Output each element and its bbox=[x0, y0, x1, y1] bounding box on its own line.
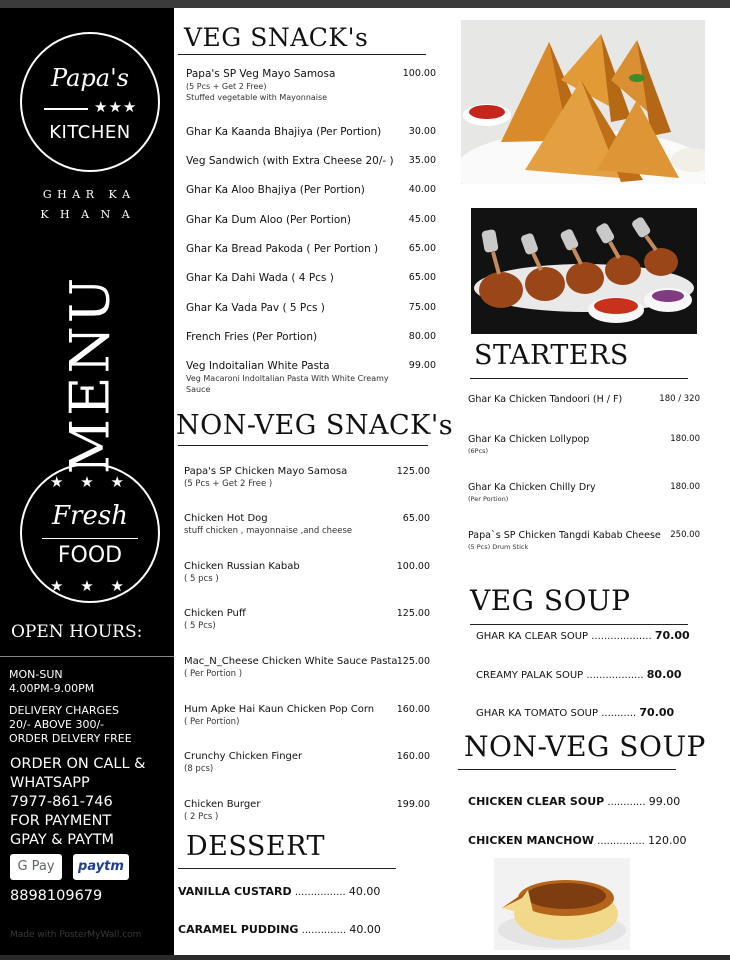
soup-name: GHAR KA TOMATO SOUP bbox=[476, 708, 599, 719]
phone-number[interactable]: 7977-861-746 bbox=[10, 794, 113, 810]
badge-divider bbox=[42, 538, 138, 539]
menu-vertical-title: MENU bbox=[58, 274, 122, 475]
item-name: Papa`s SP Chicken Tangdi Kabab Cheese bbox=[468, 530, 661, 541]
item-name: Ghar Ka Aloo Bhajiya (Per Portion) bbox=[186, 184, 365, 196]
soup-price: 70.00 bbox=[654, 629, 690, 642]
item-note: Stuffed vegetable with Mayonnaise bbox=[186, 93, 328, 102]
phone-number-2[interactable]: 8898109679 bbox=[10, 888, 103, 904]
lollipop-photo bbox=[471, 208, 697, 334]
dot-leader: .................. bbox=[586, 670, 644, 681]
list-item bbox=[476, 706, 674, 719]
dot-leader: ............... bbox=[597, 836, 645, 847]
item-price: 199.00 bbox=[396, 799, 430, 810]
star-icon: ★★★ bbox=[94, 98, 138, 116]
list-item bbox=[468, 482, 596, 503]
heading-rule bbox=[470, 378, 688, 379]
list-item bbox=[184, 608, 246, 631]
top-border bbox=[0, 0, 730, 8]
list-item bbox=[468, 530, 661, 551]
list-item bbox=[186, 243, 378, 255]
hours-days: MON-SUN bbox=[9, 668, 63, 681]
item-price: 35.00 bbox=[408, 155, 436, 166]
item-name: Crunchy Chicken Finger bbox=[184, 751, 303, 762]
item-name: Mac_N_Cheese Chicken White Sauce Pasta bbox=[184, 656, 398, 667]
item-name: Chicken Hot Dog bbox=[184, 513, 268, 524]
item-price: 100.00 bbox=[396, 561, 430, 572]
sidebar-divider bbox=[0, 656, 174, 657]
item-note: stuff chicken , mayonnaise ,and cheese bbox=[184, 526, 353, 536]
payment-line2: GPAY & PAYTM bbox=[10, 832, 115, 848]
list-item bbox=[468, 434, 589, 455]
pudding-photo bbox=[494, 858, 630, 950]
item-price: 160.00 bbox=[396, 751, 430, 762]
order-line2: WHATSAPP bbox=[10, 775, 90, 791]
item-note: Veg Macaroni Indoltalian Pasta With White Creamy bbox=[186, 374, 389, 383]
list-item bbox=[184, 466, 347, 489]
logo-divider bbox=[44, 108, 88, 110]
list-item bbox=[468, 834, 687, 847]
list-item bbox=[186, 272, 334, 284]
heading-rule bbox=[178, 868, 396, 869]
item-note: Sauce bbox=[186, 385, 211, 394]
list-item bbox=[184, 799, 260, 822]
star-icon: ★ ★ ★ bbox=[50, 473, 130, 491]
soup-price: 120.00 bbox=[648, 834, 687, 847]
list-item bbox=[184, 656, 397, 679]
list-item bbox=[186, 302, 325, 314]
list-item bbox=[468, 394, 622, 405]
dot-leader: .............. bbox=[301, 925, 347, 936]
soup-name: CREAMY PALAK SOUP bbox=[476, 670, 584, 681]
soup-name: CHICKEN CLEAR SOUP bbox=[468, 795, 605, 808]
soup-name: CHICKEN MANCHOW bbox=[468, 834, 594, 847]
dot-leader: ................ bbox=[294, 887, 346, 898]
menu-page bbox=[174, 8, 730, 955]
heading-rule bbox=[178, 445, 428, 446]
item-name: Hum Apke Hai Kaun Chicken Pop Corn bbox=[184, 704, 375, 715]
hours-time: 4.00PM-9.00PM bbox=[9, 682, 95, 695]
nonveg-soup-title: NON-VEG SOUP bbox=[464, 730, 706, 763]
item-note: ( Per Portion) bbox=[184, 717, 240, 727]
item-name: French Fries (Per Portion) bbox=[186, 331, 318, 343]
delivery-line1: DELIVERY CHARGES bbox=[9, 704, 119, 717]
delivery-line3: ORDER DELVERY FREE bbox=[9, 732, 132, 745]
order-line1: ORDER ON CALL & bbox=[10, 756, 146, 772]
food-text: FOOD bbox=[57, 543, 123, 568]
open-hours-title: OPEN HOURS: bbox=[11, 622, 143, 642]
item-price: 80.00 bbox=[408, 331, 436, 342]
heading-rule bbox=[458, 769, 676, 770]
veg-snacks-title: VEG SNACK's bbox=[184, 23, 369, 52]
fresh-food-badge bbox=[20, 463, 160, 603]
item-note: ( 5 pcs ) bbox=[184, 574, 219, 584]
list-item bbox=[468, 795, 680, 808]
payment-line1: FOR PAYMENT bbox=[10, 813, 112, 829]
list-item bbox=[186, 126, 381, 138]
item-price: 125.00 bbox=[396, 466, 430, 477]
item-name: Veg Sandwich (with Extra Cheese 20/- ) bbox=[186, 155, 394, 167]
logo-papas: Papa's bbox=[51, 64, 129, 92]
item-price: 65.00 bbox=[408, 272, 436, 283]
bottom-border bbox=[0, 955, 730, 960]
item-note: (5 Pcs + Get 2 Free ) bbox=[184, 479, 273, 489]
delivery-line2: 20/- ABOVE 300/- bbox=[9, 718, 105, 731]
item-name: Veg Indoitalian White Pasta bbox=[186, 360, 330, 372]
item-price: 250.00 bbox=[670, 530, 700, 540]
dot-leader: ................... bbox=[591, 631, 652, 642]
item-note: ( 5 Pcs) bbox=[184, 621, 216, 631]
tagline-line2: K H A N A bbox=[40, 208, 134, 221]
item-name: Ghar Ka Dahi Wada ( 4 Pcs ) bbox=[186, 272, 334, 284]
dessert-price: 40.00 bbox=[349, 923, 381, 936]
item-name: Papa's SP Veg Mayo Samosa bbox=[186, 68, 336, 80]
heading-rule bbox=[178, 54, 426, 55]
paytm-logo bbox=[73, 854, 129, 880]
item-price: 125.00 bbox=[396, 608, 430, 619]
dessert-name: VANILLA CUSTARD bbox=[178, 885, 292, 898]
item-price: 65.00 bbox=[402, 513, 430, 524]
list-item bbox=[184, 513, 352, 536]
item-note: (8 pcs) bbox=[184, 764, 214, 774]
item-name: Ghar Ka Chicken Tandoori (H / F) bbox=[468, 394, 623, 405]
list-item bbox=[184, 704, 374, 727]
item-name: Ghar Ka Dum Aloo (Per Portion) bbox=[186, 214, 352, 226]
item-price: 100.00 bbox=[402, 68, 436, 79]
soup-price: 70.00 bbox=[639, 706, 675, 719]
soup-price: 80.00 bbox=[646, 668, 682, 681]
nonveg-snacks-title: NON-VEG SNACK's bbox=[176, 410, 454, 441]
item-name: Chicken Russian Kabab bbox=[184, 561, 300, 572]
item-price: 45.00 bbox=[408, 214, 436, 225]
list-item bbox=[178, 885, 380, 898]
logo-kitchen: KITCHEN bbox=[49, 122, 131, 143]
soup-name: GHAR KA CLEAR SOUP bbox=[476, 631, 589, 642]
item-price: 180.00 bbox=[670, 482, 700, 492]
item-price: 65.00 bbox=[408, 243, 436, 254]
list-item bbox=[186, 331, 317, 343]
samosa-photo bbox=[461, 20, 705, 184]
list-item bbox=[186, 214, 351, 226]
starters-title: STARTERS bbox=[474, 340, 629, 371]
item-note: (5 Pcs + Get 2 Free) bbox=[186, 82, 267, 91]
list-item bbox=[184, 751, 302, 774]
item-note: ( 2 Pcs ) bbox=[184, 812, 219, 822]
item-price: 160.00 bbox=[396, 704, 430, 715]
list-item bbox=[186, 184, 365, 196]
item-note: (6Pcs) bbox=[468, 447, 489, 455]
item-price: 180.00 bbox=[670, 434, 700, 444]
item-price: 40.00 bbox=[408, 184, 436, 195]
item-price: 180 / 320 bbox=[659, 394, 700, 404]
item-price: 30.00 bbox=[408, 126, 436, 137]
item-name: Chicken Burger bbox=[184, 799, 261, 810]
list-item bbox=[178, 923, 381, 936]
list-item bbox=[476, 629, 690, 642]
item-name: Ghar Ka Chicken Chilly Dry bbox=[468, 482, 596, 493]
heading-rule bbox=[470, 624, 688, 625]
star-icon: ★ ★ ★ bbox=[50, 577, 130, 595]
list-item bbox=[186, 360, 389, 394]
item-note: (5 Pcs) Drum Stick bbox=[468, 543, 529, 551]
item-price: 125.00 bbox=[396, 656, 430, 667]
item-name: Papa's SP Chicken Mayo Samosa bbox=[184, 466, 348, 477]
item-price: 99.00 bbox=[408, 360, 436, 371]
item-name: Ghar Ka Chicken Lollypop bbox=[468, 434, 590, 445]
dessert-title: DESSERT bbox=[186, 831, 325, 862]
sidebar bbox=[0, 8, 174, 955]
veg-soup-title: VEG SOUP bbox=[470, 584, 631, 617]
logo-badge bbox=[20, 32, 160, 172]
item-price: 75.00 bbox=[408, 302, 436, 313]
item-name: Chicken Puff bbox=[184, 608, 246, 619]
item-name: Ghar Ka Bread Pakoda ( Per Portion ) bbox=[186, 243, 379, 255]
watermark: Made with PosterMyWall.com bbox=[10, 930, 142, 940]
list-item bbox=[186, 68, 335, 102]
item-note: ( Per Portion ) bbox=[184, 669, 243, 679]
list-item bbox=[476, 668, 682, 681]
dot-leader: ........... bbox=[601, 708, 637, 719]
gpay-logo bbox=[10, 854, 62, 880]
gpay-label: G Pay bbox=[17, 859, 55, 874]
soup-price: 99.00 bbox=[648, 795, 681, 808]
dessert-price: 40.00 bbox=[348, 885, 381, 898]
paytm-label: paytm bbox=[78, 859, 124, 874]
item-note: (Per Portion) bbox=[468, 495, 509, 503]
list-item bbox=[186, 155, 394, 167]
item-name: Ghar Ka Vada Pav ( 5 Pcs ) bbox=[186, 302, 325, 314]
item-name: Ghar Ka Kaanda Bhajiya (Per Portion) bbox=[186, 126, 382, 138]
dot-leader: ............ bbox=[607, 797, 646, 808]
tagline-line1: G H A R K A bbox=[42, 188, 132, 201]
list-item bbox=[184, 561, 300, 584]
dessert-name: CARAMEL PUDDING bbox=[178, 923, 299, 936]
fresh-text: Fresh bbox=[52, 501, 128, 531]
